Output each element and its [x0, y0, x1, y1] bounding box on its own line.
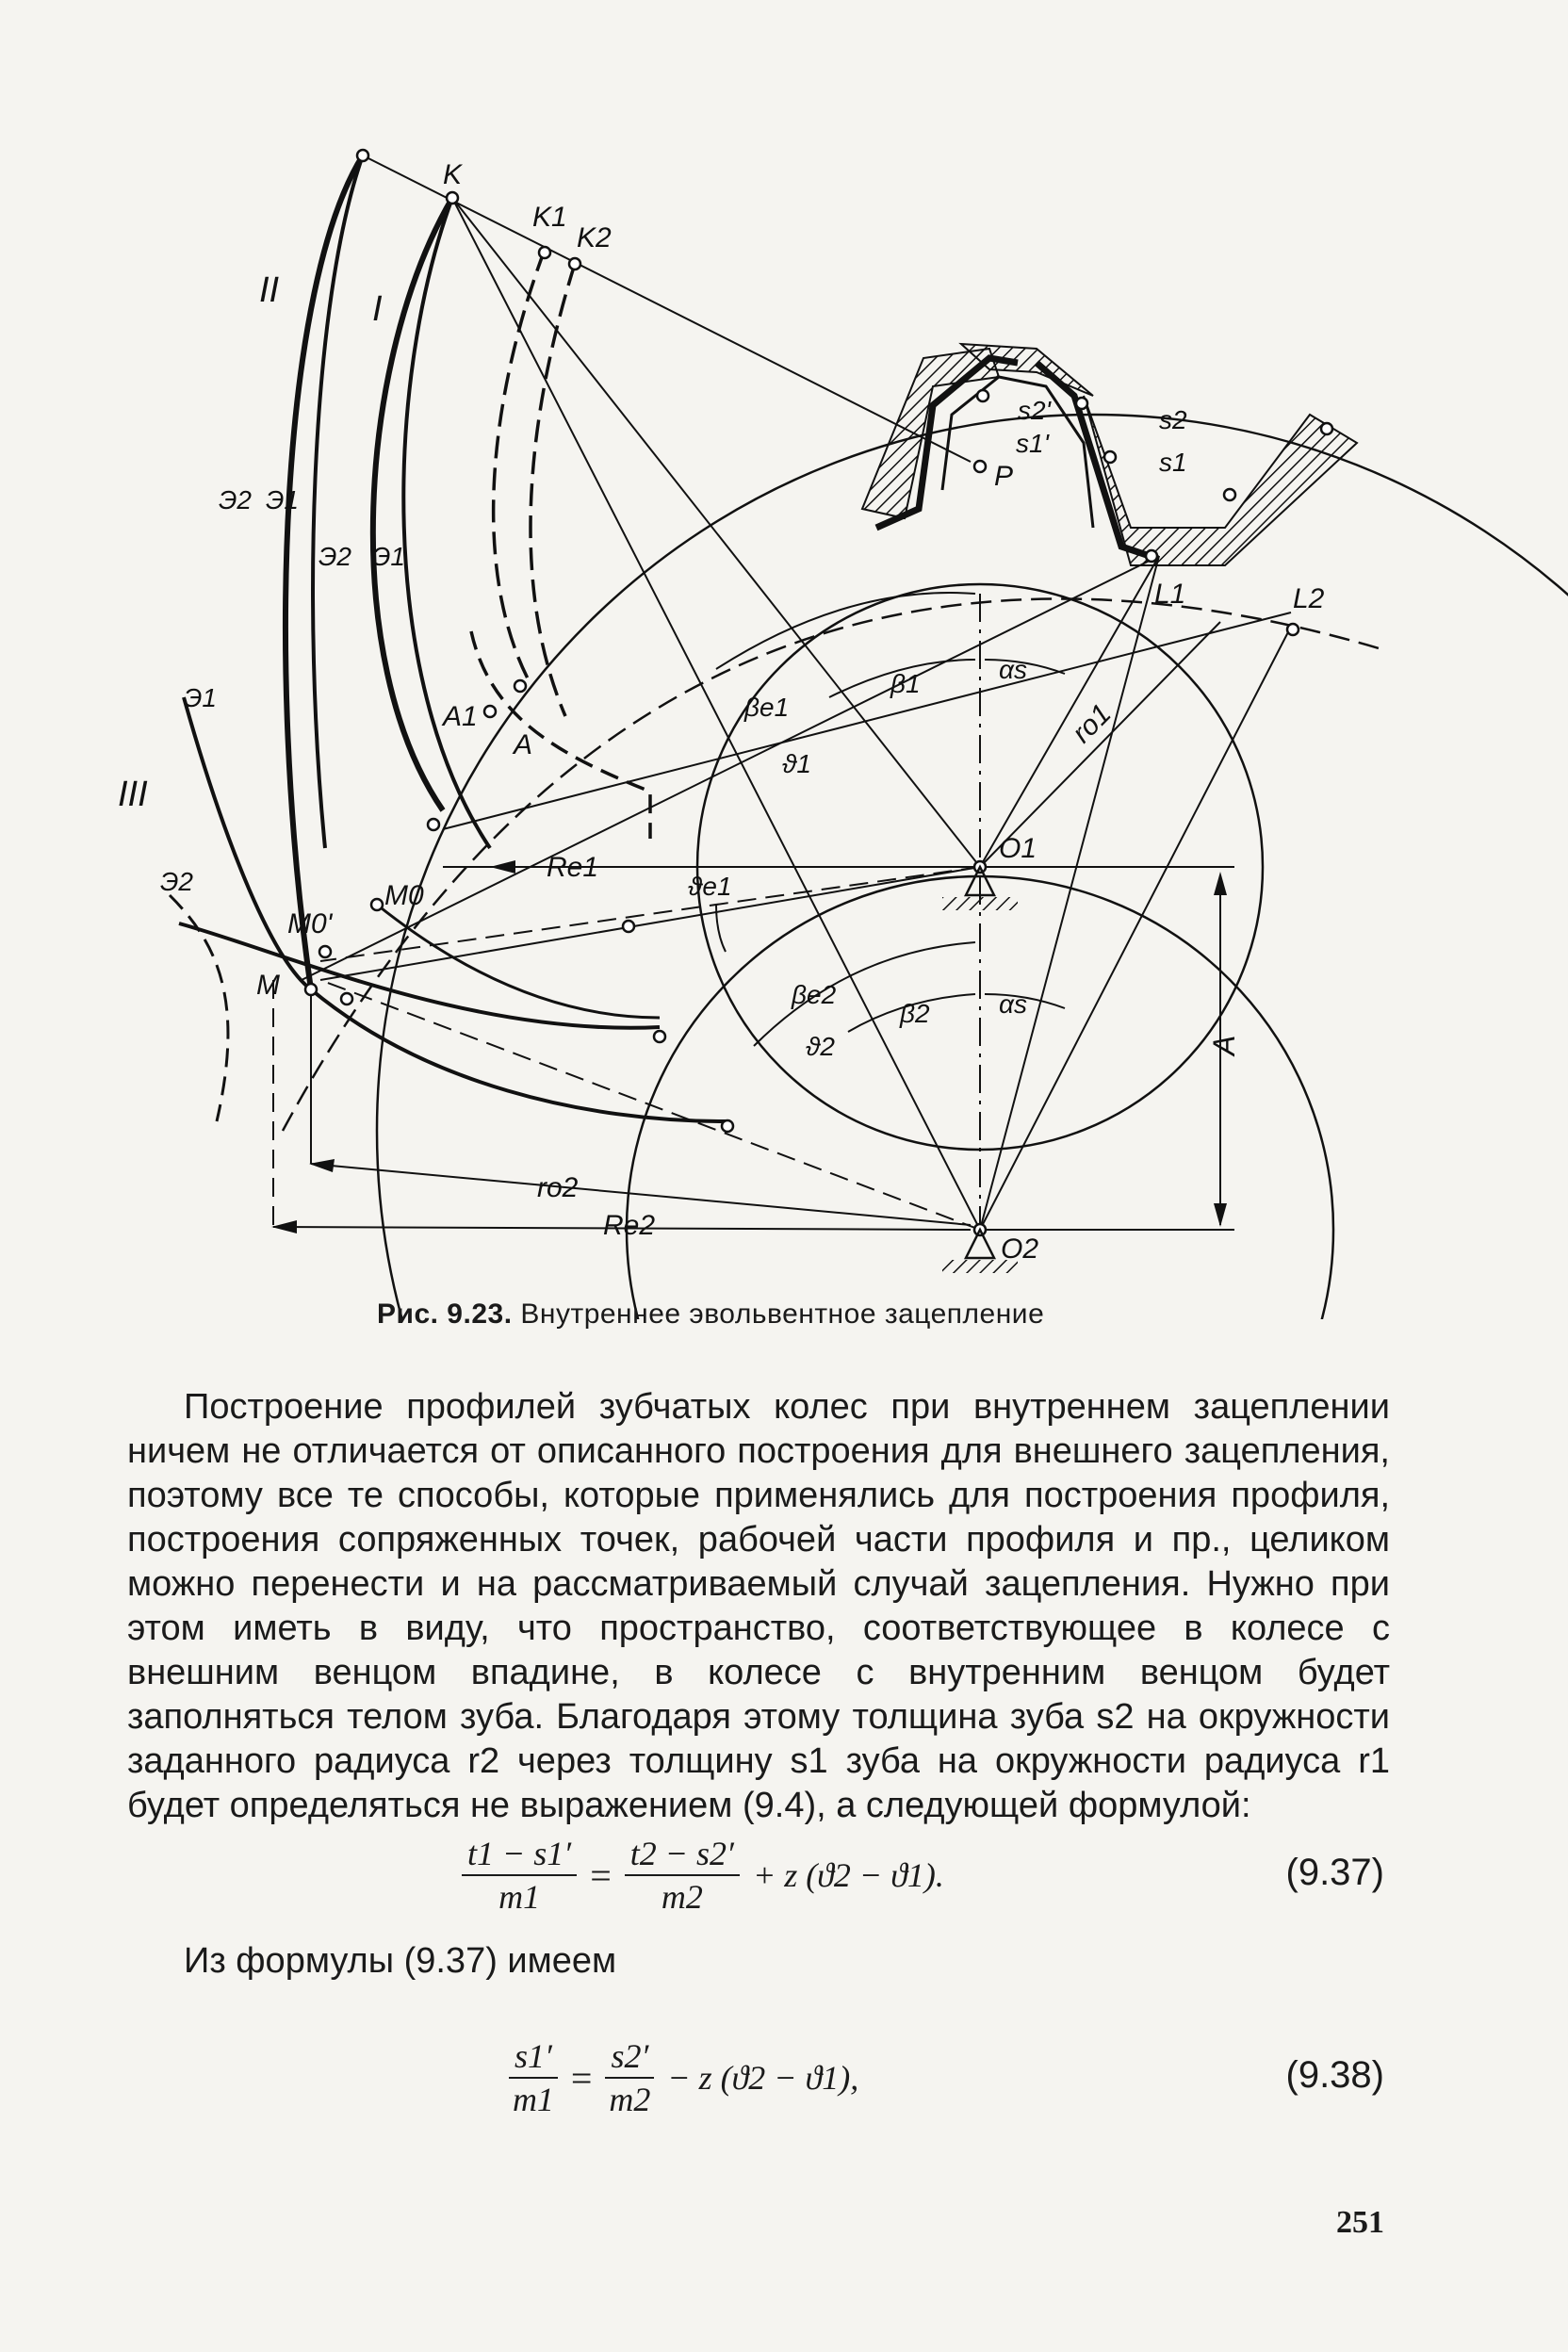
dashed-a1 — [471, 631, 650, 839]
lead-text: Из формулы (9.37) имеем — [184, 1941, 617, 1981]
fraction-left — [509, 2039, 558, 2116]
equation-tail: − z (ϑ2 − ϑ1), — [667, 2059, 859, 2097]
point-k — [447, 192, 458, 204]
dashed-k2 — [531, 264, 575, 716]
page-number: 251 — [1336, 2205, 1384, 2240]
point-m-low — [341, 993, 352, 1004]
arrow-ro2 — [309, 1159, 335, 1172]
label-e2-a: Э2 — [219, 485, 252, 514]
label-m: M — [256, 970, 280, 1001]
label-e1-a: Э1 — [266, 485, 299, 514]
point-top-left — [357, 150, 368, 161]
line-k-o2 — [452, 198, 980, 1230]
equation-number: (9.37) — [1285, 1852, 1384, 1893]
point-a1 — [484, 706, 496, 717]
caption-text: Внутреннее эвольвентное зацепление — [520, 1298, 1045, 1330]
label-i: I — [372, 289, 383, 329]
arc-beta-e2 — [754, 942, 975, 1046]
label-beta2: β2 — [900, 999, 930, 1028]
point-mid-1 — [428, 819, 439, 830]
label-iii: III — [118, 775, 148, 814]
label-ro1: ro1 — [1066, 697, 1118, 749]
label-k1: K1 — [532, 202, 567, 233]
label-m0: M0 — [384, 880, 424, 911]
equation-9-38 — [0, 2026, 1568, 2130]
label-re1: Re1 — [547, 852, 599, 883]
point-mid-2 — [623, 921, 634, 932]
point-a — [514, 680, 526, 692]
point-p — [974, 461, 986, 472]
point-m0p — [319, 946, 331, 957]
profile-i-outer — [373, 198, 452, 810]
line-action — [443, 612, 1291, 829]
figure-caption — [377, 1298, 1225, 1331]
frac-den: m2 — [661, 1878, 703, 1916]
label-k2: K2 — [577, 222, 612, 253]
point-tooth-4 — [1224, 489, 1235, 500]
label-a-dim: A — [1207, 1035, 1241, 1055]
arrow-re1 — [490, 860, 515, 874]
arrow-a-top — [1214, 872, 1227, 895]
label-e1-b: Э1 — [372, 542, 405, 571]
label-s1p: s1' — [1016, 429, 1049, 458]
frac-den: m1 — [512, 2081, 554, 2118]
frac-num: s1′ — [509, 2039, 558, 2079]
point-k2 — [569, 258, 580, 270]
label-beta-e1: βe1 — [744, 693, 790, 722]
line-o2-l2 — [980, 627, 1291, 1230]
label-s1: s1 — [1159, 448, 1187, 477]
label-beta-e2: βe2 — [792, 980, 837, 1009]
frac-den: m1 — [498, 1878, 541, 1916]
fraction-left — [462, 1837, 577, 1914]
label-theta-e1: ϑe1 — [688, 872, 732, 901]
body-paragraph: Построение профилей зубчатых колес при внутреннем зацеплении ничем не отличается от описанного построения для внешнего зацепления, поэтому все те способы, которые применялись для построения профиля, построения сопряженных точек, рабочей части профиля и пр., целиком можно перенести и на рассматриваемый случай зацепления. Нужно при этом иметь в виду, что пространство, соответствующее в колесе с внешним венцом впадине, в колесе с внутренним венцом будет заполняться телом зуба. Благодаря этому толщина зуба s2 на окружности заданного радиуса r2 через толщину s1 зуба на окружности радиуса r1 будет определяться не выражением (9.4), а следующей формулой: — [127, 1387, 1390, 1825]
label-beta1: β1 — [890, 669, 921, 698]
equals-sign: = — [590, 1854, 612, 1897]
point-tooth-5 — [1321, 423, 1332, 434]
label-re2: Re2 — [603, 1210, 656, 1241]
equation-tail: + z (ϑ2 − ϑ1). — [752, 1856, 944, 1894]
label-k: K — [443, 159, 463, 190]
point-l1 — [1146, 550, 1157, 562]
label-o1: O1 — [999, 833, 1037, 864]
point-mid-3 — [654, 1031, 665, 1042]
label-ro2: ro2 — [537, 1172, 579, 1203]
label-l2: L2 — [1293, 583, 1325, 614]
label-p: P — [994, 461, 1014, 492]
equation-9-37-body — [462, 1823, 944, 1927]
point-k1 — [539, 247, 550, 258]
label-theta2: ϑ2 — [806, 1032, 835, 1061]
point-l2 — [1287, 624, 1298, 635]
label-s2: s2 — [1159, 405, 1187, 434]
point-tooth-3 — [1104, 451, 1116, 463]
equation-9-38-body — [509, 2026, 858, 2130]
equation-9-37 — [0, 1823, 1568, 1927]
label-ii: II — [259, 270, 280, 310]
label-e1-c: Э1 — [184, 683, 217, 712]
label-s2p: s2' — [1018, 396, 1051, 425]
frac-num: s2′ — [605, 2039, 654, 2079]
label-theta1: ϑ1 — [782, 749, 811, 778]
line-mo-tangent — [302, 556, 1159, 980]
caption-prefix: Рис. 9.23. — [377, 1298, 513, 1330]
equals-sign: = — [570, 2056, 593, 2099]
curve-e2-lower — [179, 923, 660, 1028]
fraction-right — [625, 1837, 740, 1914]
label-a1: A1 — [443, 701, 478, 732]
frac-num: t1 − s1′ — [462, 1837, 577, 1876]
label-alpha-s-top: αs — [999, 655, 1027, 684]
point-tooth-1 — [977, 390, 988, 401]
label-alpha-s-bot: αs — [999, 989, 1027, 1019]
arrow-re2 — [271, 1220, 297, 1233]
equation-number: (9.38) — [1285, 2054, 1384, 2096]
label-e2-c: Э2 — [160, 867, 193, 896]
label-e2-b: Э2 — [318, 542, 351, 571]
fraction-right — [605, 2039, 654, 2116]
profile-i-inner — [403, 198, 490, 848]
label-a: A — [514, 729, 533, 760]
frac-den: m2 — [609, 2081, 651, 2118]
arrow-a-bot — [1214, 1203, 1227, 1227]
dashed-iii — [170, 895, 228, 1121]
label-l1: L1 — [1154, 579, 1186, 610]
label-m0p: M0' — [287, 908, 333, 939]
point-mid-4 — [722, 1120, 733, 1132]
frac-num: t2 − s2′ — [625, 1837, 740, 1876]
tooth-hatch-right — [1084, 396, 1357, 565]
point-m — [305, 984, 317, 995]
label-o2: O2 — [1001, 1233, 1039, 1265]
point-tooth-2 — [1076, 398, 1087, 409]
profile-ii-outer — [286, 155, 363, 989]
point-m0 — [371, 899, 383, 910]
